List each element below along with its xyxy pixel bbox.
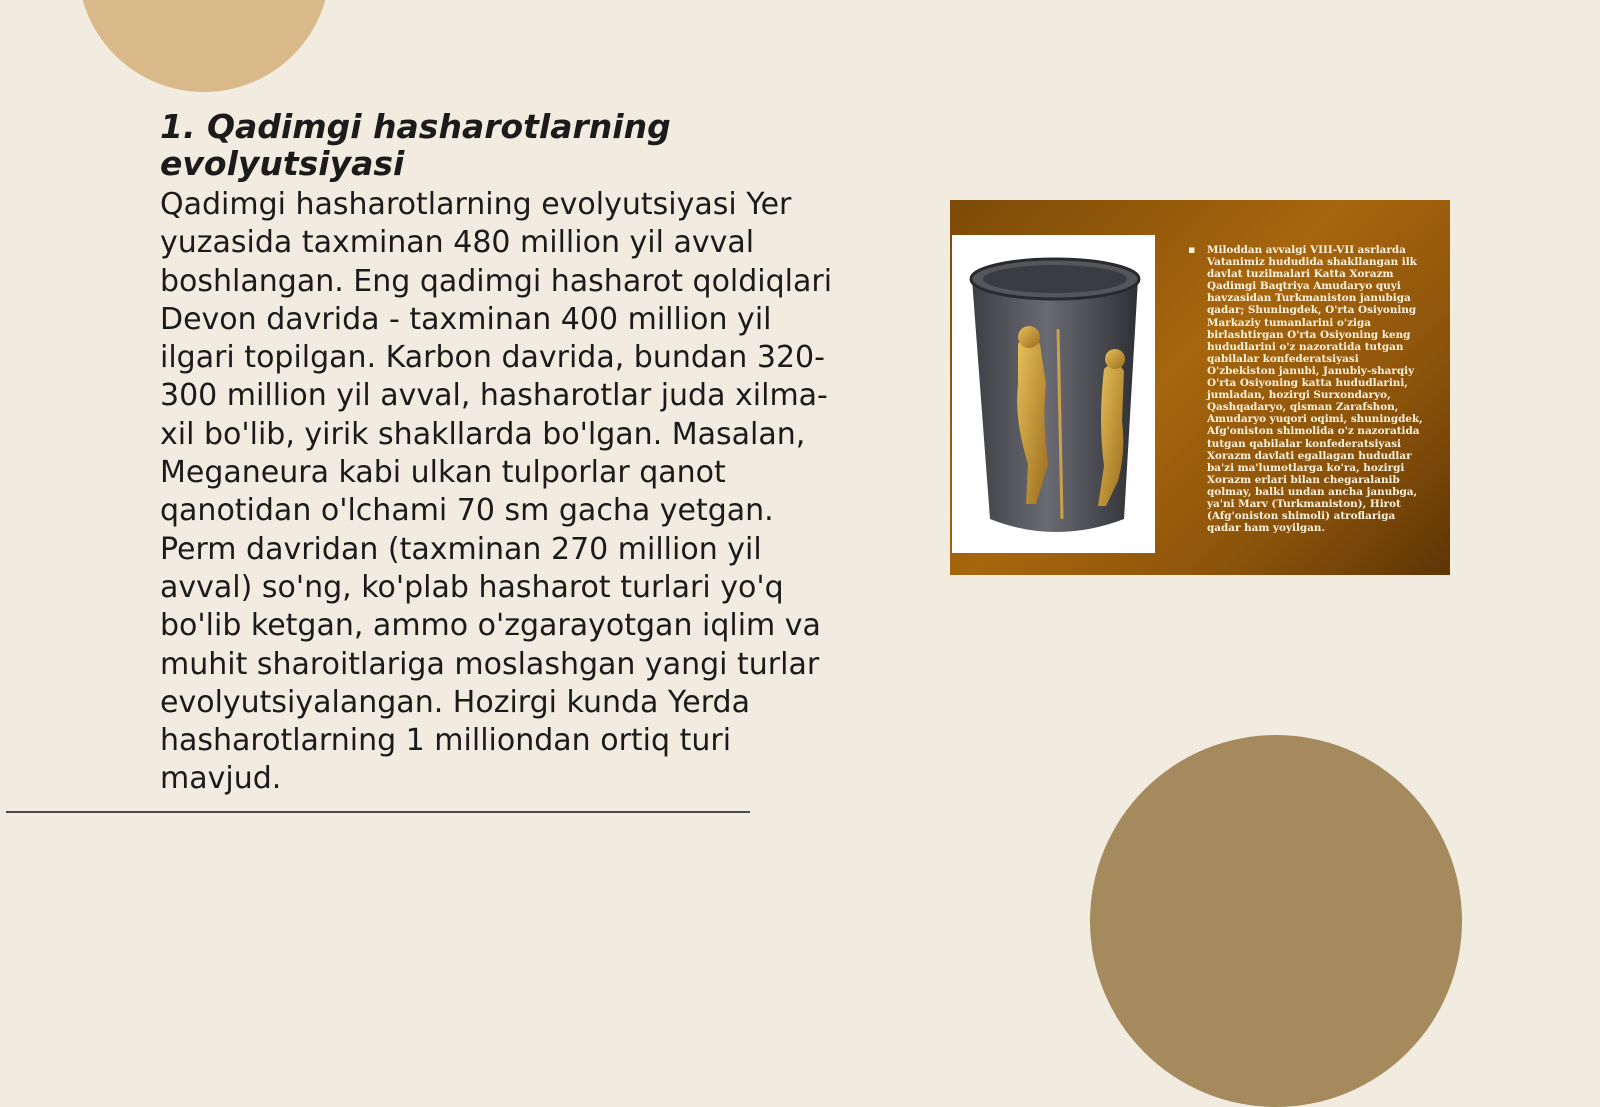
decorative-circle-bottom bbox=[1090, 735, 1462, 1107]
slide-body-text: Qadimgi hasharotlarning evolyutsiyasi Yer yuzasida taxminan 480 million yil avval boshlangan. Eng qadimgi hasharot qoldiqlari Devon davrida - taxminan 400 million yil ilgari topilgan. Karbon davrida, bundan 320-300 million yil avval, hasharotlar juda xilma-xil bo'lib, yirik shakllarda bo'lgan. Masalan, Meganeura kabi ulkan tulporlar qanot qanotidan o'lchami 70 sm gacha yetgan. Perm davridan (taxminan 270 million yil avval) so'ng, ko'plab hasharot turlari yo'q bo'lib ketgan, ammo o'zgarayotgan iqlim va muhit sharoitlariga moslashgan yangi turlar evolyutsiyalangan. Hozirgi kunda Yerda hasharotlarning 1 milliondan ortiq turi mavjud. bbox=[160, 187, 833, 797]
divider-line bbox=[6, 811, 750, 813]
bullet-icon: ▪ bbox=[1188, 243, 1196, 256]
ancient-vessel-image bbox=[966, 249, 1146, 545]
scanned-text-block: Miloddan avvalgi VIII-VII asrlarda Vatanimiz hududida shakllangan ilk davlat tuzilmalari Katta Xorazm Qadimgi Baqtriya Amudaryo quyi havzasidan Turkmaniston janubiga qadar; Shuningdek, O'rta Osiyoning Markaziy tumanlarini o'ziga birlashtirgan O'rta Osiyoning keng hududlarini o'z nazoratida tutgan qabilalar konfederatsiyasi O'zbekiston janubi, Janubiy-sharqiy O'rta Osiyoning katta hududlarini, jumladan, hozirgi Surxondaryo, Qashqadaryo, qisman Zarafshon, Amudaryo yuqori oqimi, shuningdek, Afg'oniston shimolida o'z nazoratida tutgan qabilalar konfederatsiyasi Xorazm davlati egallagan hududlar ba'zi ma'lumotlarga ko'ra, hozirgi Xorazm erlari bilan chegaralanib qolmay, balki undan ancha janubga, ya'ni Marv (Turkmaniston), Hirot (Afg'oniston shimoli) atroflariga qadar ham yoyilgan. bbox=[1207, 244, 1423, 535]
artifact-photo bbox=[952, 235, 1155, 553]
decorative-circle-top bbox=[78, 0, 330, 92]
scanned-slide-image bbox=[950, 200, 1450, 575]
slide-title: 1. Qadimgi hasharotlarning evolyutsiyasi bbox=[160, 107, 671, 183]
